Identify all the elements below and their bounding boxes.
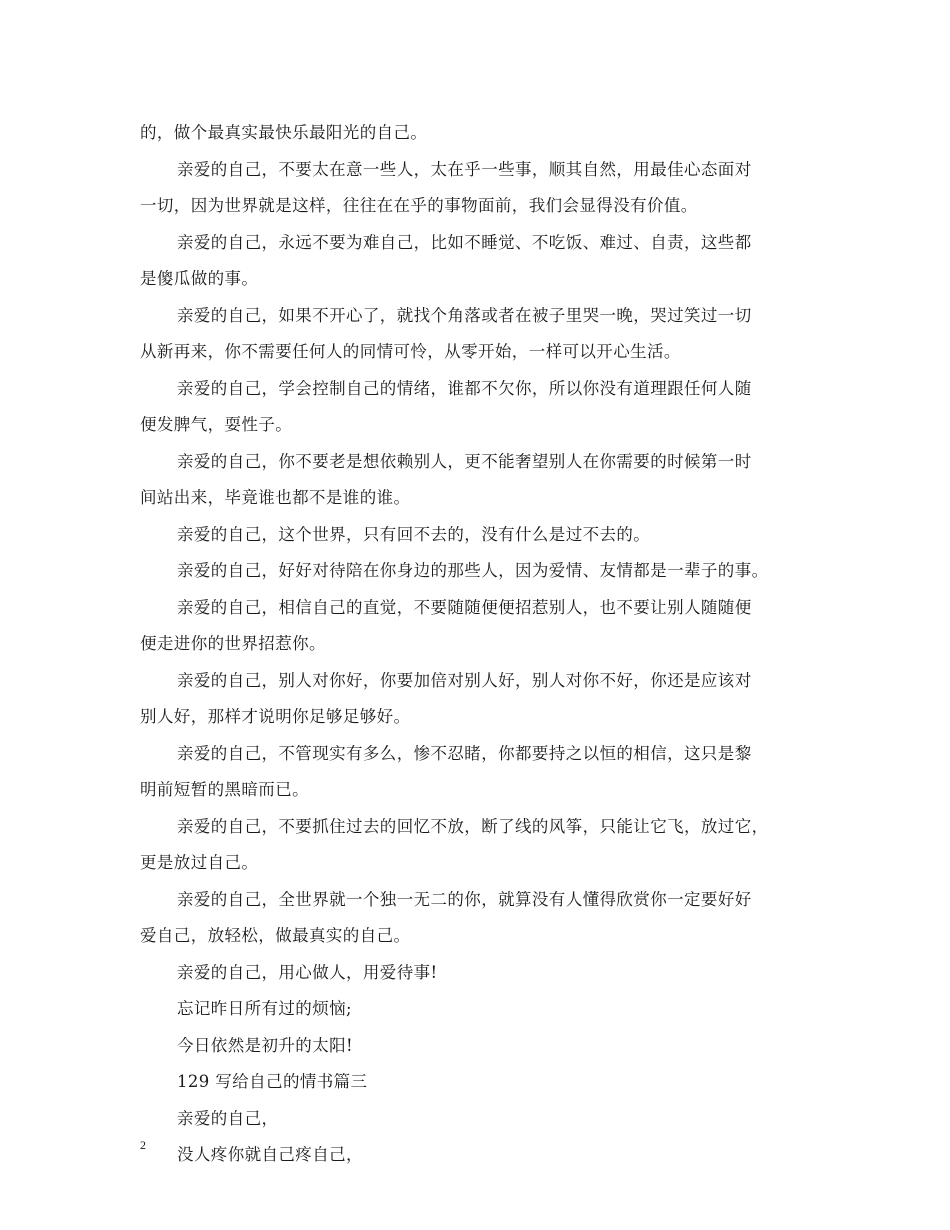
text-line: 是傻瓜做的事。 bbox=[140, 269, 259, 288]
text-line: 间站出来，毕竟谁也都不是谁的谁。 bbox=[140, 488, 411, 507]
text-line: 明前短暂的黑暗而已。 bbox=[140, 780, 309, 799]
text-line: 亲爱的自己， bbox=[177, 1108, 279, 1128]
text-line: 亲爱的自己，用心做人，用爱待事! bbox=[177, 962, 438, 982]
text-line: 没人疼你就自己疼自己， bbox=[177, 1145, 363, 1164]
text-line: 别人好，那样才说明你足够足够好。 bbox=[140, 707, 411, 726]
text-line: 便发脾气，耍性子。 bbox=[140, 415, 293, 434]
page-number: 2 bbox=[140, 1138, 146, 1152]
text-line: 一切，因为世界就是这样，往往在在乎的事物面前，我们会显得没有价值。 bbox=[140, 196, 698, 215]
text-line: 亲爱的自己，这个世界，只有回不去的，没有什么是过不去的。 bbox=[177, 524, 651, 544]
text-line: 亲爱的自己，别人对你好，你要加倍对别人好，别人对你不好，你还是应该对 bbox=[177, 670, 752, 690]
text-line: 的，做个最真实最快乐最阳光的自己。 bbox=[140, 123, 428, 142]
text-line: 便走进你的世界招惹你。 bbox=[140, 634, 326, 653]
text-line: 亲爱的自己，你不要老是想依赖别人，更不能奢望别人在你需要的时候第一时 bbox=[177, 451, 752, 471]
text-line: 亲爱的自己，不要抓住过去的回忆不放，断了线的风筝，只能让它飞，放过它， bbox=[177, 816, 769, 836]
text-line: 亲爱的自己，不管现实有多么，惨不忍睹，你都要持之以恒的相信，这只是黎 bbox=[177, 743, 752, 763]
text-line: 忘记昨日所有过的烦恼; bbox=[177, 999, 352, 1018]
text-line: 亲爱的自己，好好对待陪在你身边的那些人，因为爱情、友情都是一辈子的事。 bbox=[177, 561, 769, 580]
text-line: 从新再来，你不需要任何人的同情可怜，从零开始，一样可以开心生活。 bbox=[140, 342, 681, 361]
text-line: 亲爱的自己，全世界就一个独一无二的你，就算没有人懂得欣赏你一定要好好 bbox=[177, 889, 752, 909]
text-line: 爱自己，放轻松，做最真实的自己。 bbox=[140, 926, 411, 945]
text-line: 今日依然是初升的太阳! bbox=[177, 1035, 354, 1055]
text-line: 129 写给自己的情书篇三 bbox=[177, 1072, 368, 1091]
text-line: 亲爱的自己，学会控制自己的情绪，谁都不欠你，所以你没有道理跟任何人随 bbox=[177, 378, 752, 398]
document-body bbox=[140, 115, 822, 1174]
text-line: 亲爱的自己，如果不开心了，就找个角落或者在被子里哭一晚，哭过笑过一切 bbox=[177, 305, 752, 325]
text-line: 更是放过自己。 bbox=[140, 853, 259, 872]
text-line: 亲爱的自己，永远不要为难自己，比如不睡觉、不吃饭、难过、自责，这些都 bbox=[177, 232, 752, 252]
text-line: 亲爱的自己，不要太在意一些人，太在乎一些事，顺其自然，用最佳心态面对 bbox=[177, 159, 752, 179]
text-line: 亲爱的自己，相信自己的直觉，不要随随便便招惹别人，也不要让别人随随便 bbox=[177, 597, 752, 617]
